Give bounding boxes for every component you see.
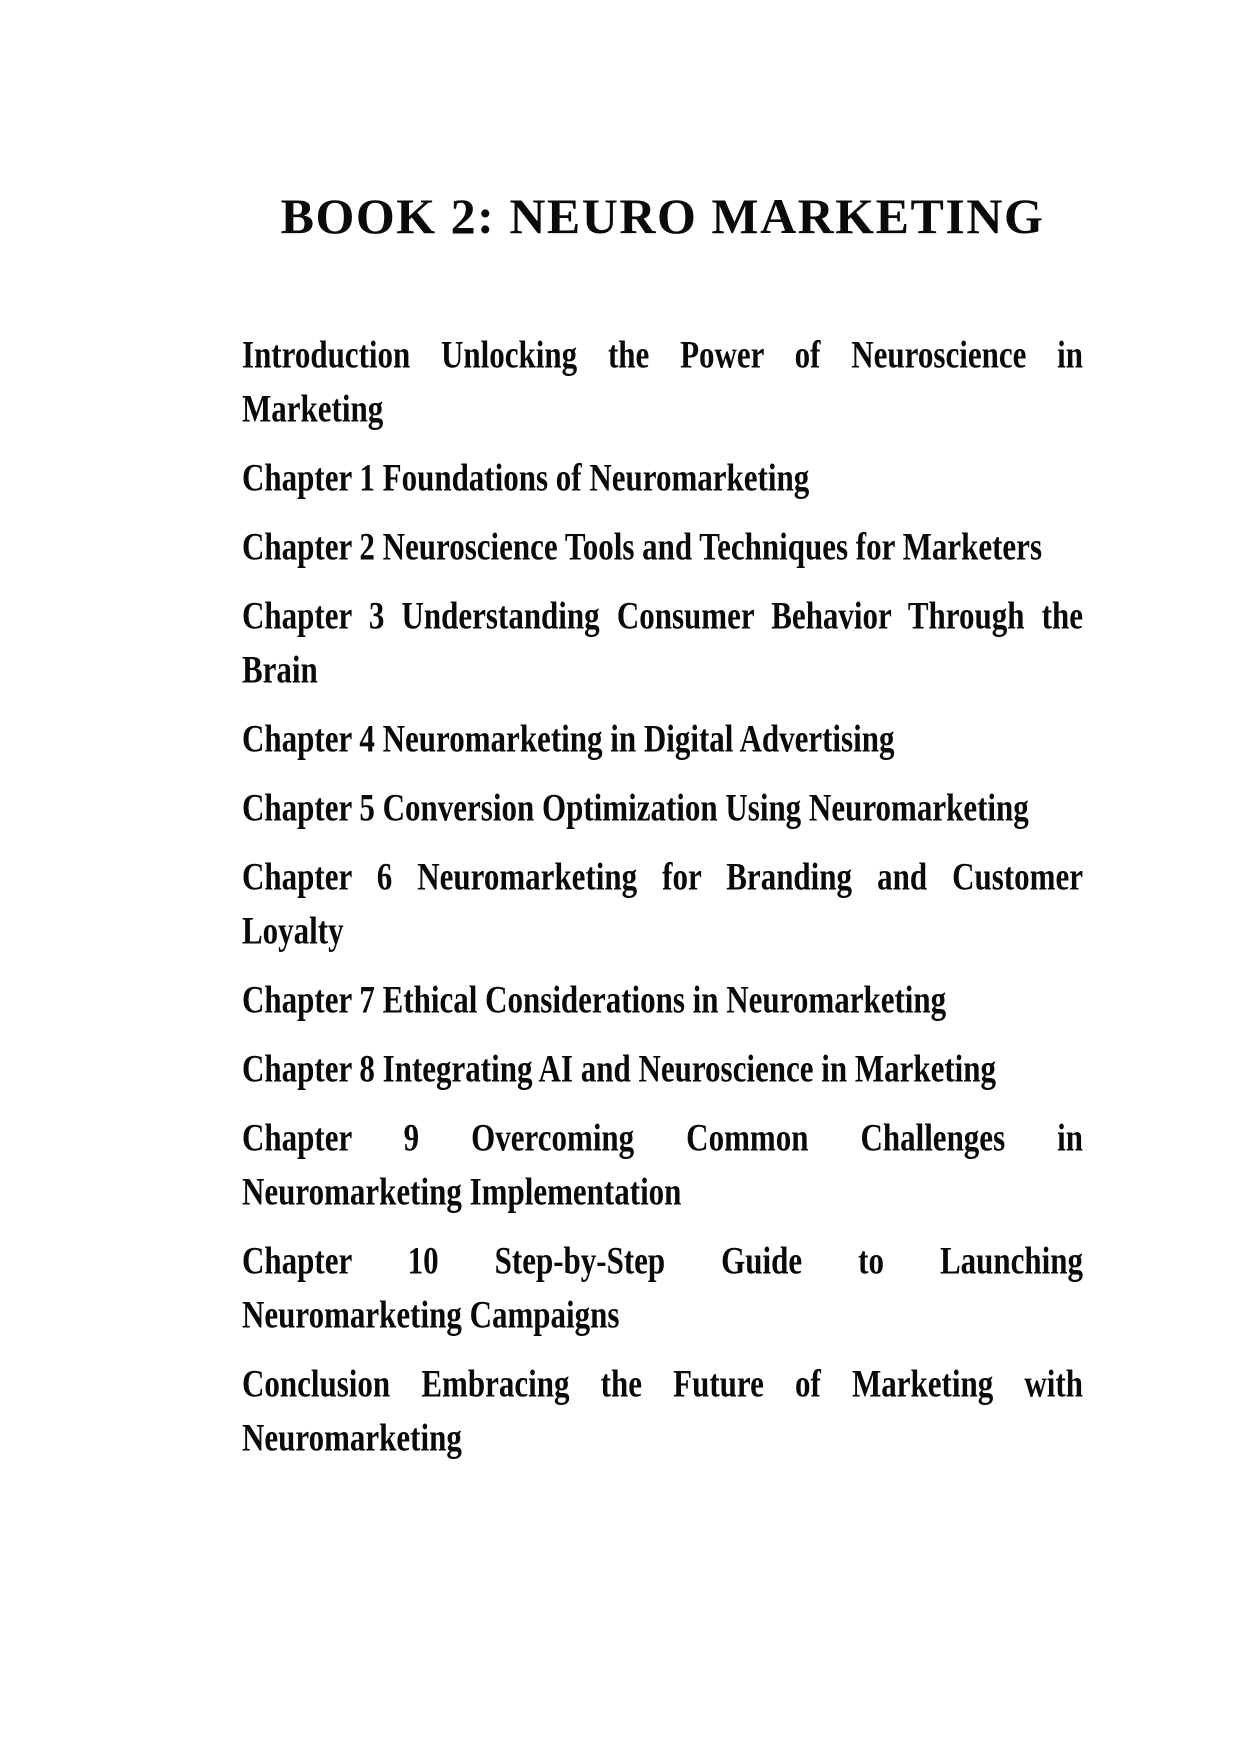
toc-entry-chapter-2 <box>242 520 1083 574</box>
toc-entry-line: Chapter 4 Neuromarketing in Digital Advertising <box>242 716 895 761</box>
toc-entry-chapter-9 <box>242 1111 1083 1219</box>
toc-entry-line: Chapter 8 Integrating AI and Neuroscience in Marketing <box>242 1046 997 1091</box>
toc-entry-line: Chapter 7 Ethical Considerations in Neuromarketing <box>242 977 947 1022</box>
toc-entry-line: Chapter 6 Neuromarketing for Branding and Customer <box>242 854 1083 899</box>
toc-entry-chapter-10 <box>242 1234 1083 1342</box>
toc-entry-line: Neuromarketing Campaigns <box>242 1292 620 1337</box>
toc-entry-line: Conclusion Embracing the Future of Marketing with <box>242 1361 1083 1406</box>
toc-entry-line: Chapter 2 Neuroscience Tools and Techniques for Marketers <box>242 524 1043 569</box>
toc-entry-chapter-4 <box>242 712 1083 766</box>
table-of-contents <box>242 328 1083 1465</box>
toc-entry-line: Chapter 9 Overcoming Common Challenges in <box>242 1115 1083 1160</box>
toc-entry-chapter-3 <box>242 589 1083 697</box>
toc-entry-line: Chapter 5 Conversion Optimization Using Neuromarketing <box>242 785 1029 830</box>
toc-entry-chapter-5 <box>242 781 1083 835</box>
toc-entry-chapter-8 <box>242 1042 1083 1096</box>
toc-entry-line: Brain <box>242 647 318 692</box>
toc-entry-line: Chapter 1 Foundations of Neuromarketing <box>242 455 810 500</box>
toc-entry-line: Chapter 3 Understanding Consumer Behavior Through the <box>242 593 1083 638</box>
toc-entry-line: Marketing <box>242 386 384 431</box>
toc-entry-line: Chapter 10 Step-by-Step Guide to Launching <box>242 1238 1083 1283</box>
toc-entry-line: Loyalty <box>242 908 344 953</box>
toc-entry-introduction <box>242 328 1083 436</box>
toc-entry-line: Introduction Unlocking the Power of Neuroscience in <box>242 332 1083 377</box>
toc-entry-chapter-6 <box>242 850 1083 958</box>
toc-entry-chapter-1 <box>242 451 1083 505</box>
page-title: BOOK 2: NEURO MARKETING <box>280 188 1045 244</box>
toc-entry-line: Neuromarketing Implementation <box>242 1169 682 1214</box>
toc-entry-line: Neuromarketing <box>242 1415 462 1460</box>
toc-entry-conclusion <box>242 1357 1083 1465</box>
toc-entry-chapter-7 <box>242 973 1083 1027</box>
